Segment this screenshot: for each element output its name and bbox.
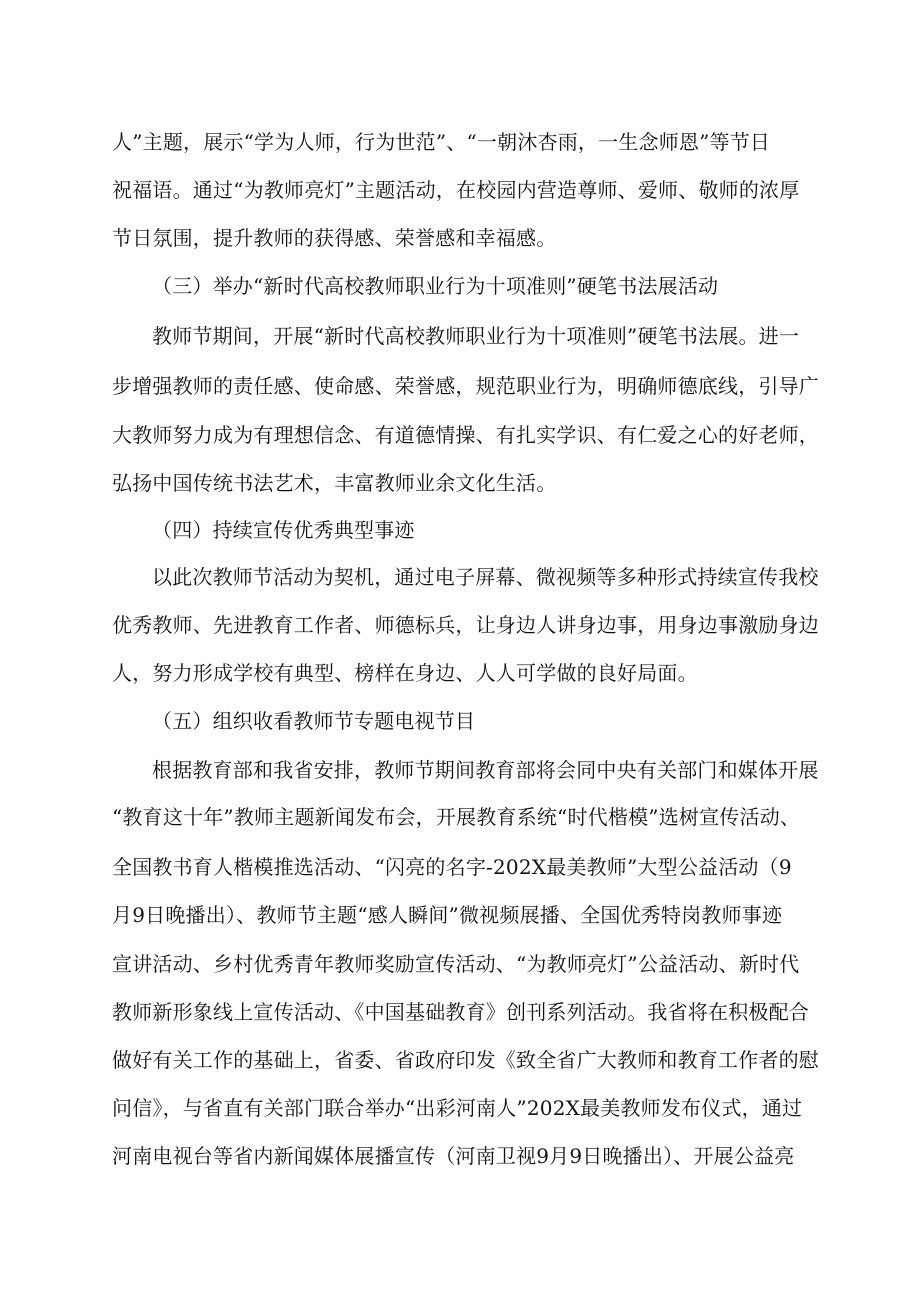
- section-heading-4: （四）持续宣传优秀典型事迹: [152, 518, 415, 542]
- para-3-line-3: 大教师努力成为有理想信念、有道德情操、有扎实学识、有仁爱之心的好老师，: [112, 423, 819, 447]
- para-3-line-4: 弘扬中国传统书法艺术，丰富教师业余文化生活。: [112, 471, 557, 495]
- para-5-line-9: 河南电视台等省内新闻媒体展播宣传（河南卫视9月9日晚播出）、开展公益亮: [112, 1144, 795, 1168]
- para-5-line-7: 做好有关工作的基础上，省委、省政府印发《致全省广大教师和教育工作者的慰: [112, 1048, 819, 1072]
- section-heading-5: （五）组织收看教师节专题电视节目: [152, 709, 476, 733]
- section-heading-3: （三）举办“新时代高校教师职业行为十项准则”硬笔书法展活动: [152, 274, 719, 298]
- para-3-line-2: 步增强教师的责任感、使命感、荣誉感，规范职业行为，明确师德底线，引导广: [112, 374, 819, 398]
- para-5-line-6: 教师新形象线上宣传活动、《中国基础教育》创刊系列活动。我省将在积极配合: [112, 1000, 809, 1024]
- intro-line-2: 祝福语。通过“为教师亮灯”主题活动，在校园内营造尊师、爱师、敬师的浓厚: [112, 178, 800, 202]
- para-4-line-3: 人，努力形成学校有典型、榜样在身边、人人可学做的良好局面。: [112, 661, 698, 685]
- intro-line-1: 人”主题，展示“学为人师，行为世范”、“一朝沐杏雨，一生念师恩”等节日: [112, 130, 771, 154]
- para-5-line-1: 根据教育部和我省安排，教师节期间教育部将会同中央有关部门和媒体开展: [152, 758, 819, 782]
- para-5-line-3: 全国教书育人楷模推选活动、“闪亮的名字-202X最美教师”大型公益活动（9: [112, 855, 792, 879]
- para-5-line-8: 问信》，与省直有关部门联合举办“出彩河南人”202X最美教师发布仪式，通过: [112, 1096, 803, 1120]
- para-4-line-2: 优秀教师、先进教育工作者、师德标兵，让身边人讲身边事，用身边事激励身边: [112, 613, 819, 637]
- para-4-line-1: 以此次教师节活动为契机，通过电子屏幕、微视频等多种形式持续宣传我校: [152, 565, 819, 589]
- para-3-line-1: 教师节期间，开展“新时代高校教师职业行为十项准则”硬笔书法展。进一: [152, 324, 800, 348]
- para-5-line-5: 宣讲活动、乡村优秀青年教师奖励宣传活动、“为教师亮灯”公益活动、新时代: [112, 952, 800, 976]
- para-5-line-4: 月9日晚播出）、教师节主题“感人瞬间”微视频展播、全国优秀特岗教师事迹: [112, 903, 783, 927]
- intro-line-3: 节日氛围，提升教师的获得感、荣誉感和幸福感。: [112, 226, 557, 250]
- para-5-line-2: “教育这十年”教师主题新闻发布会，开展教育系统“时代楷模”选树宣传活动、: [112, 805, 801, 829]
